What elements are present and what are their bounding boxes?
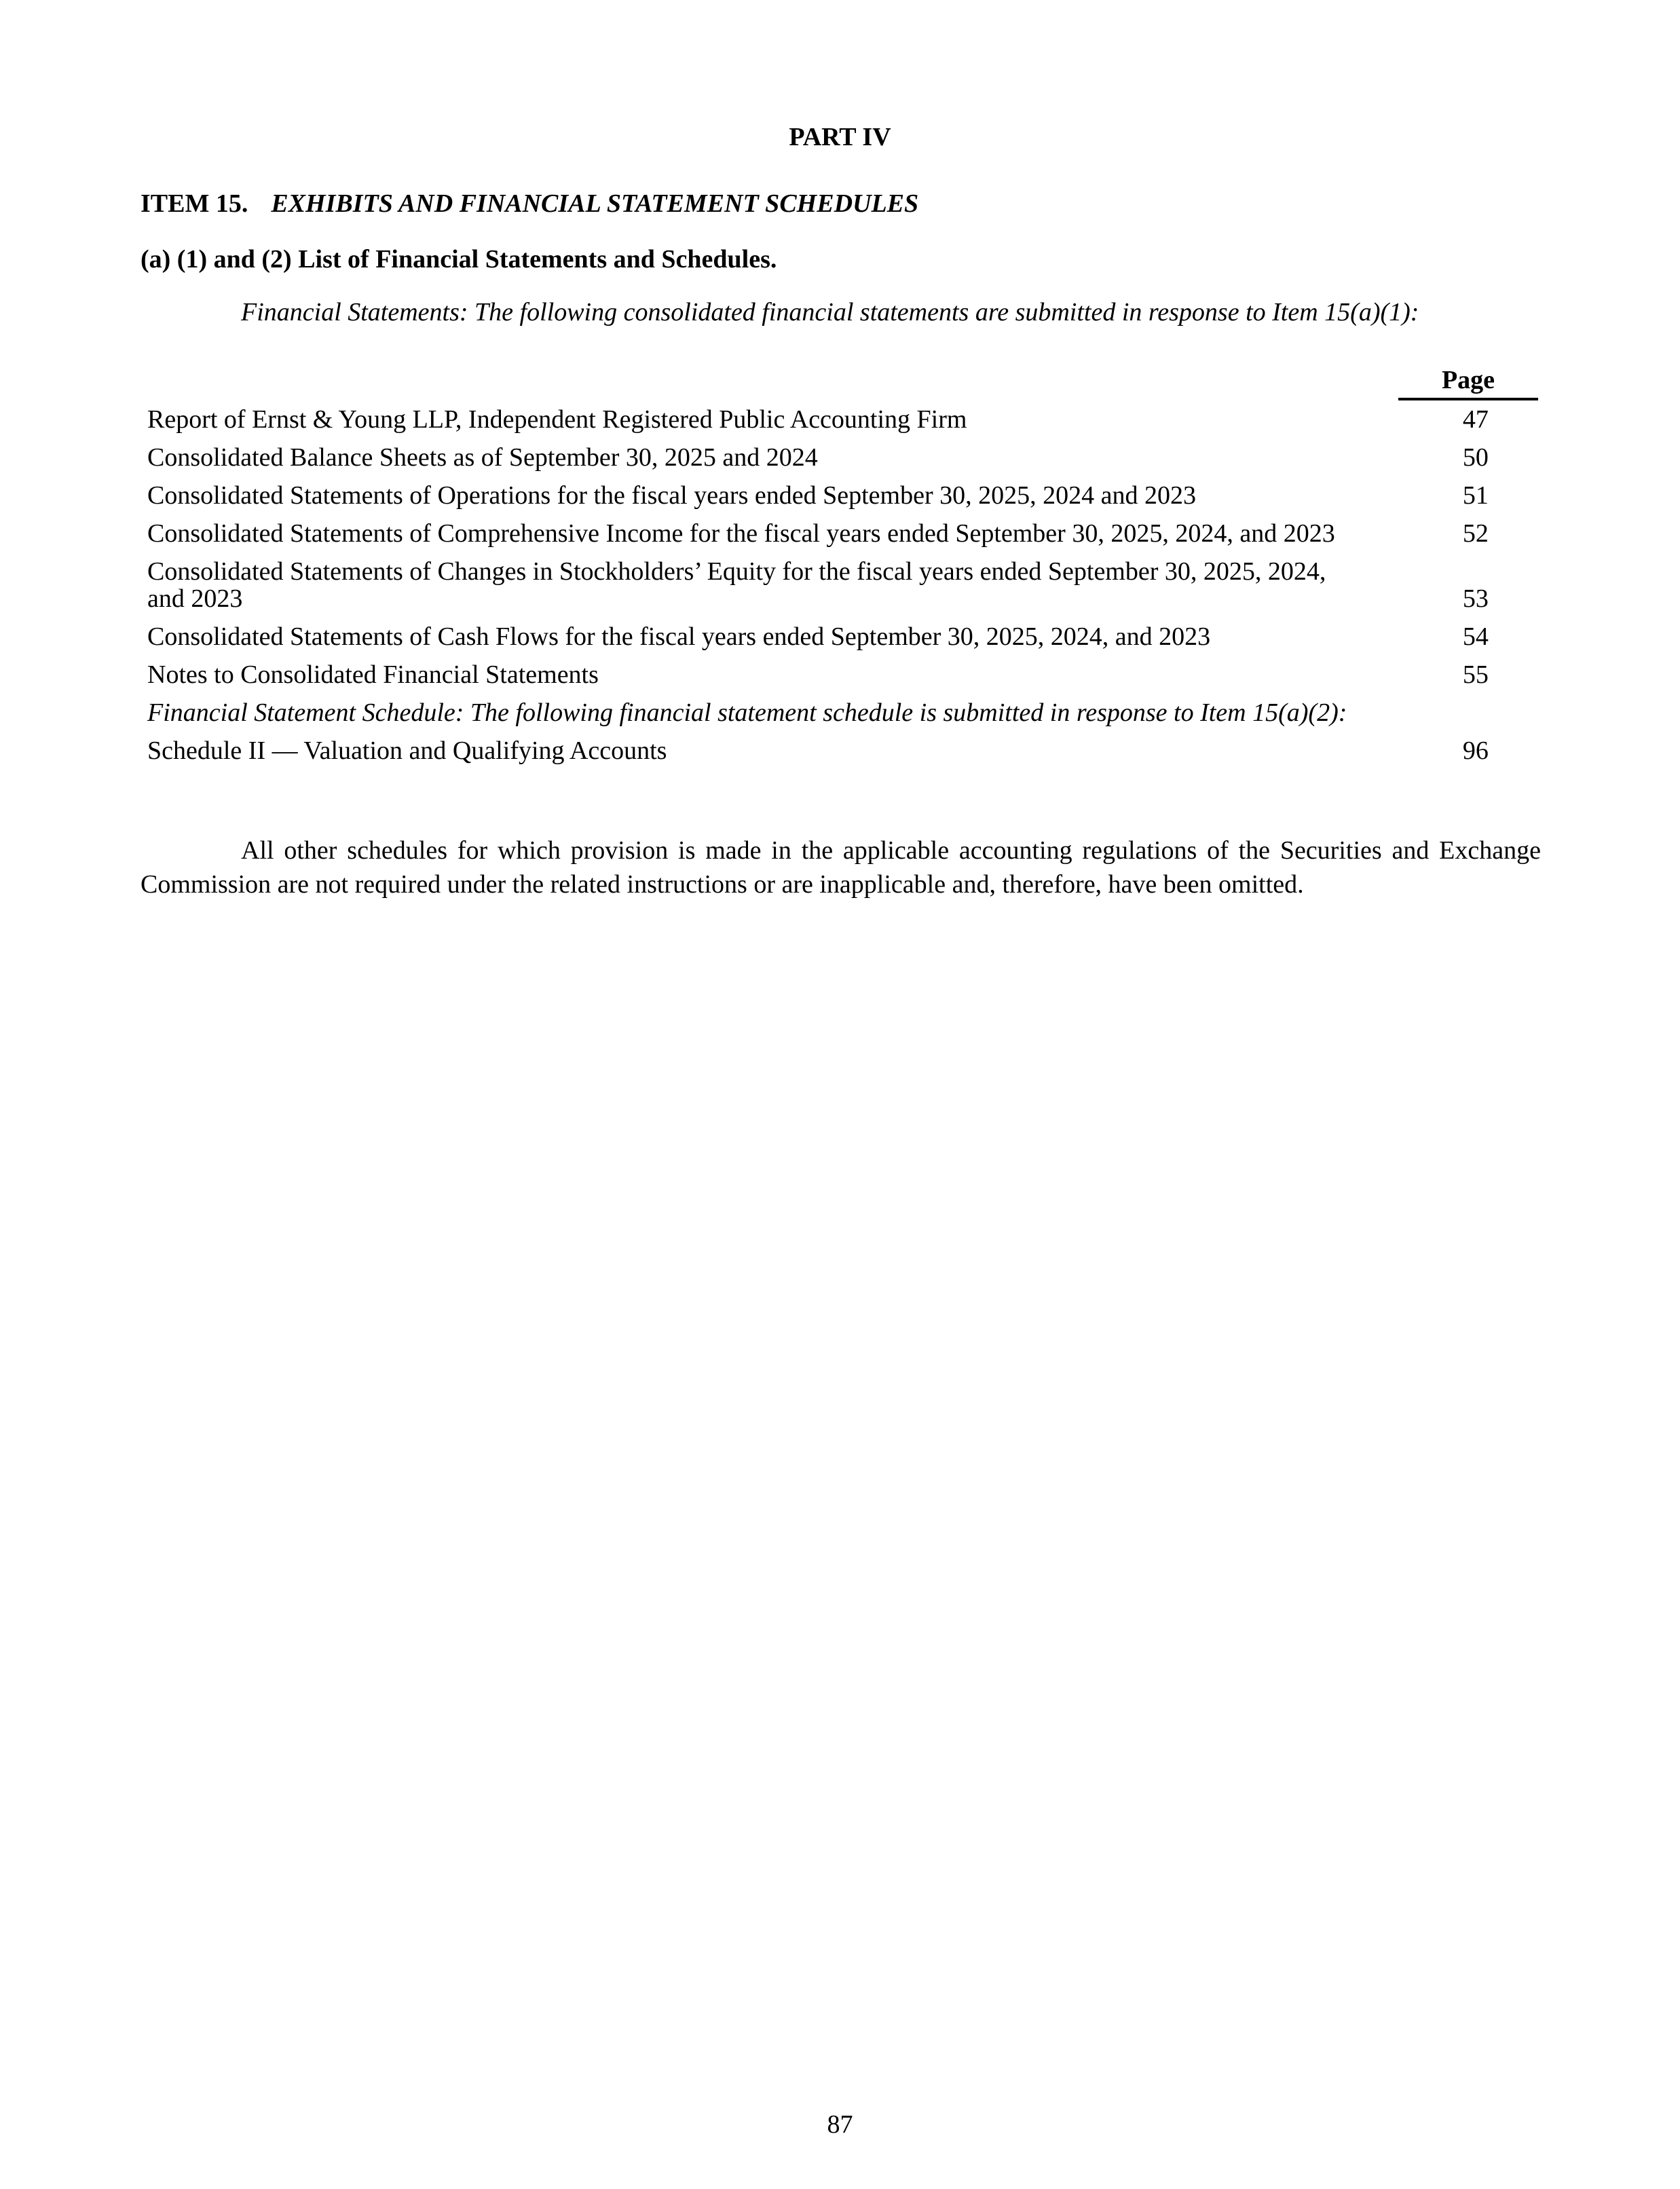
row-page: 51: [1462, 481, 1489, 510]
row-description: Consolidated Statements of Changes in Stockholders’ Equity for the fiscal years ended September 30, 2025, 2024, and 2023: [147, 557, 1326, 613]
table-row: [141, 438, 1546, 476]
row-page: 96: [1462, 736, 1489, 765]
table-row: [141, 694, 1546, 732]
table-row: [141, 514, 1546, 553]
table-row: [141, 553, 1546, 618]
row-page: 55: [1462, 660, 1489, 689]
row-description: Notes to Consolidated Financial Statements: [147, 660, 599, 689]
statements-index-table: [141, 400, 1546, 770]
row-page: 52: [1462, 519, 1489, 548]
item-title: EXHIBITS AND FINANCIAL STATEMENT SCHEDULES: [271, 189, 919, 218]
table-row: [141, 618, 1546, 656]
financial-statements-intro: Financial Statements: The following consolidated financial statements are submitted in response to Item 15(a)(1):: [241, 298, 1419, 326]
item-heading: [141, 189, 918, 219]
section-subheading: (a) (1) and (2) List of Financial Statements and Schedules.: [141, 245, 777, 274]
row-description: Schedule II — Valuation and Qualifying Accounts: [147, 736, 667, 765]
item-number: ITEM 15.: [141, 189, 248, 218]
table-row: [141, 732, 1546, 770]
row-description: Consolidated Balance Sheets as of September 30, 2025 and 2024: [147, 443, 818, 472]
page-number: 87: [827, 2110, 853, 2139]
row-description: Consolidated Statements of Cash Flows for the fiscal years ended September 30, 2025, 2024, and 2023: [147, 622, 1211, 651]
row-description: Report of Ernst & Young LLP, Independent Registered Public Accounting Firm: [147, 405, 967, 434]
table-row: [141, 656, 1546, 694]
page-column-header: Page: [1398, 364, 1538, 400]
row-page: 53: [1462, 584, 1489, 613]
part-title: PART IV: [789, 123, 891, 151]
row-page: 50: [1462, 443, 1489, 472]
table-row: [141, 476, 1546, 514]
closing-paragraph: All other schedules for which provision is made in the applicable accounting regulations of the Securities and Exchange Commission are not required under the related instructions or are inapplicable and, therefore, have been omitted.: [141, 836, 1541, 899]
table-row: [141, 400, 1546, 438]
row-page: 47: [1462, 405, 1489, 434]
row-description: Consolidated Statements of Comprehensive Income for the fiscal years ended September 30, 2025, 2024, and 2023: [147, 519, 1335, 548]
row-page: 54: [1462, 622, 1489, 651]
row-page: [1406, 694, 1546, 732]
row-description: Consolidated Statements of Operations for the fiscal years ended September 30, 2025, 2024 and 2023: [147, 481, 1196, 510]
schedule-intro: Financial Statement Schedule: The following financial statement schedule is submitted in response to Item 15(a)(2):: [147, 698, 1347, 727]
